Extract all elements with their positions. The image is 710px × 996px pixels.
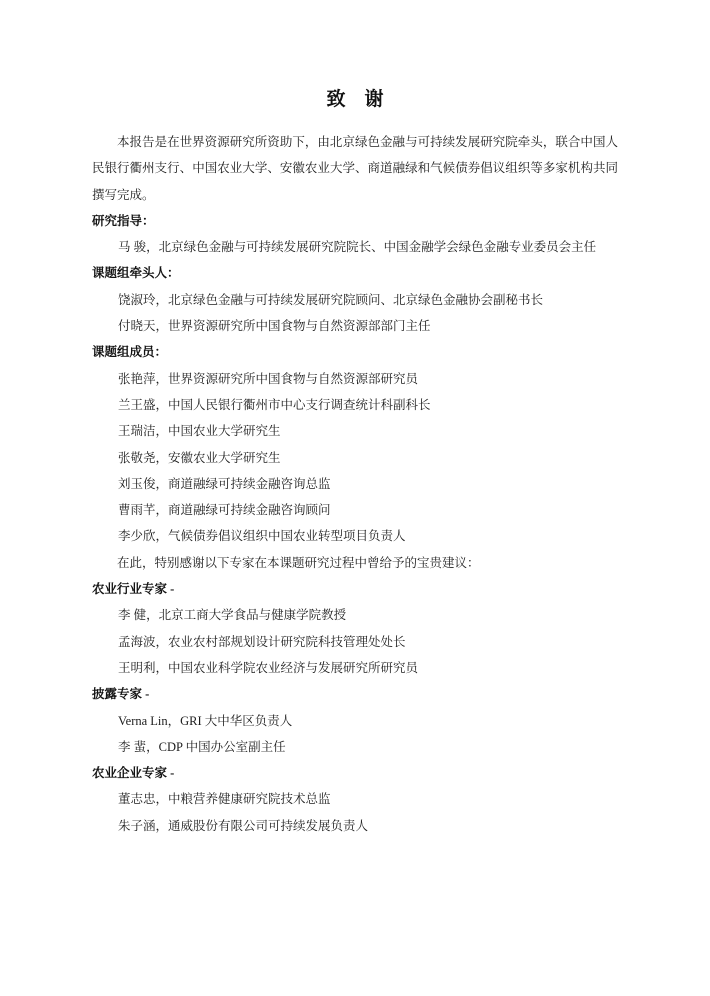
section-agriculture-industry-experts xyxy=(92,576,618,681)
intro-paragraph: 本报告是在世界资源研究所资助下，由北京绿色金融与可持续发展研究院牵头，联合中国人民银行衢州支行、中国农业大学、安徽农业大学、商道融绿和气候债券倡议组织等多家机构共同撰写完成。 xyxy=(92,135,618,202)
person-entry: 马 骏，北京绿色金融与可持续发展研究院院长、中国金融学会绿色金融专业委员会主任 xyxy=(118,240,597,255)
section-project-leads xyxy=(92,260,618,339)
person-entry: 李 蜚，CDP 中国办公室副主任 xyxy=(118,739,286,754)
person-entry: Verna Lin，GRI 大中华区负责人 xyxy=(118,713,293,728)
person-entry: 张敬尧，安徽农业大学研究生 xyxy=(118,450,281,465)
person-entry: 曹雨芊，商道融绿可持续金融咨询顾问 xyxy=(118,503,331,518)
page-title: 致 谢 xyxy=(326,89,384,110)
section-heading: 披露专家 - xyxy=(92,687,150,702)
person-entry: 张艳萍，世界资源研究所中国食物与自然资源部研究员 xyxy=(118,371,419,386)
section-agriculture-enterprise-experts xyxy=(92,760,618,839)
person-entry: 孟海波，农业农村部规划设计研究院科技管理处处长 xyxy=(118,634,406,649)
section-heading: 农业行业专家 - xyxy=(92,582,175,597)
section-disclosure-experts xyxy=(92,681,618,760)
section-project-members xyxy=(92,339,618,549)
page-content xyxy=(92,129,618,839)
section-research-guidance xyxy=(92,208,618,261)
person-entry: 付晓天，世界资源研究所中国食物与自然资源部部门主任 xyxy=(118,319,431,334)
section-heading: 课题组牵头人： xyxy=(92,266,180,281)
person-entry: 董志忠，中粮营养健康研究院技术总监 xyxy=(118,792,331,807)
section-heading: 课题组成员： xyxy=(92,345,168,360)
section-heading: 农业企业专家 - xyxy=(92,766,175,781)
person-entry: 刘玉俊，商道融绿可持续金融咨询总监 xyxy=(118,476,331,491)
person-entry: 饶淑玲，北京绿色金融与可持续发展研究院顾问、北京绿色金融协会副秘书长 xyxy=(118,292,544,307)
person-entry: 李少欣，气候债券倡议组织中国农业转型项目负责人 xyxy=(118,529,406,544)
person-entry: 王瑞洁，中国农业大学研究生 xyxy=(118,424,281,439)
person-entry: 兰王盛，中国人民银行衢州市中心支行调查统计科副科长 xyxy=(118,397,431,412)
person-entry: 朱子涵，通威股份有限公司可持续发展负责人 xyxy=(118,818,369,833)
person-entry: 王明利，中国农业科学院农业经济与发展研究所研究员 xyxy=(118,660,419,675)
section-heading: 研究指导： xyxy=(92,213,155,228)
thanks-note: 在此，特别感谢以下专家在本课题研究过程中曾给予的宝贵建议： xyxy=(117,555,480,570)
person-entry: 李 健，北京工商大学食品与健康学院教授 xyxy=(118,608,347,623)
